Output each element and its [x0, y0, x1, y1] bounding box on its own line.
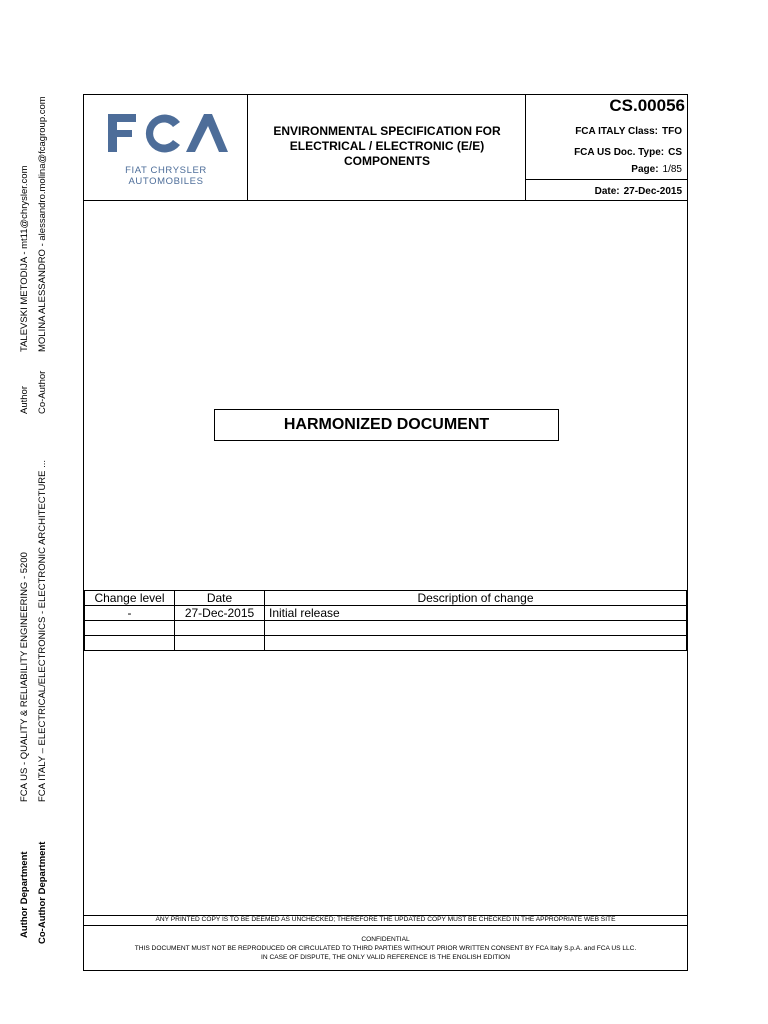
title-line: ELECTRICAL / ELECTRONIC (E/E): [289, 139, 485, 153]
table-cell: [85, 636, 175, 651]
co-author-department-label: Co-Author Department: [37, 841, 48, 944]
table-cell: [265, 636, 687, 651]
co-author-name: MOLINA ALESSANDRO - alessandro.molina@fcagroup.com: [37, 96, 48, 352]
us-doc-type-row: [530, 147, 682, 158]
us-doc-type-label: FCA US Doc. Type:: [574, 147, 665, 158]
date-value: 27-Dec-2015: [623, 186, 682, 197]
harmonized-document-box: HARMONIZED DOCUMENT: [214, 409, 559, 441]
column-header: Change level: [85, 591, 175, 606]
table-cell: [265, 621, 687, 636]
co-author-label: Co-Author: [37, 370, 48, 414]
co-author-department: FCA ITALY – ELECTRICAL/ELECTRONICS - ELECTRONIC ARCHITECTURE ...: [37, 459, 48, 802]
header-divider: [247, 95, 248, 200]
column-header: Date: [175, 591, 265, 606]
date-divider: [525, 179, 687, 180]
date-row: [530, 186, 682, 197]
table-cell: [85, 621, 175, 636]
footer-divider: [84, 925, 687, 926]
page-value: 1/85: [662, 164, 682, 175]
author-department: FCA US - QUALITY & RELIABILITY ENGINEERING - 5200: [19, 552, 30, 802]
logo-subtitle: FIAT CHRYSLER AUTOMOBILES: [125, 165, 207, 187]
table-row: [85, 636, 687, 651]
table-cell: 27-Dec-2015: [175, 606, 265, 621]
header-bottom-line: [84, 200, 687, 201]
italy-class-row: [530, 126, 682, 137]
date-label: Date:: [594, 186, 620, 197]
page-row: [530, 164, 682, 175]
column-header: Description of change: [265, 591, 687, 606]
confidential-label: CONFIDENTIAL: [361, 936, 410, 943]
table-cell: Initial release: [265, 606, 687, 621]
dispute-notice: IN CASE OF DISPUTE, THE ONLY VALID REFERENCE IS THE ENGLISH EDITION: [261, 954, 510, 961]
header-divider: [525, 95, 526, 200]
table-row: [85, 606, 687, 621]
reproduction-notice: THIS DOCUMENT MUST NOT BE REPRODUCED OR CIRCULATED TO THIRD PARTIES WITHOUT PRIOR WRITTEN CONSENT BY FCA Italy S.p.A. and FCA US LLC.: [134, 945, 637, 952]
footer-notice-block: [84, 935, 687, 962]
document-code: CS.00056: [609, 96, 685, 115]
document-frame: [83, 94, 688, 971]
title-line: COMPONENTS: [343, 154, 430, 168]
document-title: [250, 124, 524, 169]
title-line: ENVIRONMENTAL SPECIFICATION FOR: [273, 124, 501, 138]
table-cell: [175, 636, 265, 651]
fca-logo: [108, 112, 228, 164]
table-row: [85, 621, 687, 636]
italy-class-label: FCA ITALY Class:: [575, 126, 658, 137]
page-label: Page:: [631, 164, 659, 175]
author-department-label: Author Department: [19, 851, 30, 938]
table-cell: [175, 621, 265, 636]
table-cell: -: [85, 606, 175, 621]
author-label: Author: [19, 386, 30, 414]
us-doc-type-value: CS: [668, 147, 682, 158]
unchecked-notice: ANY PRINTED COPY IS TO BE DEEMED AS UNCHECKED; THEREFORE THE UPDATED COPY MUST BE CHECKED IN THE APPROPRIATE WEB SITE: [155, 916, 616, 923]
change-table: [84, 590, 687, 651]
author-name: TALEVSKI METODIJA - mt11@chrysler.com: [19, 165, 30, 352]
italy-class-value: TFO: [662, 126, 682, 137]
table-header-row: [85, 591, 687, 606]
